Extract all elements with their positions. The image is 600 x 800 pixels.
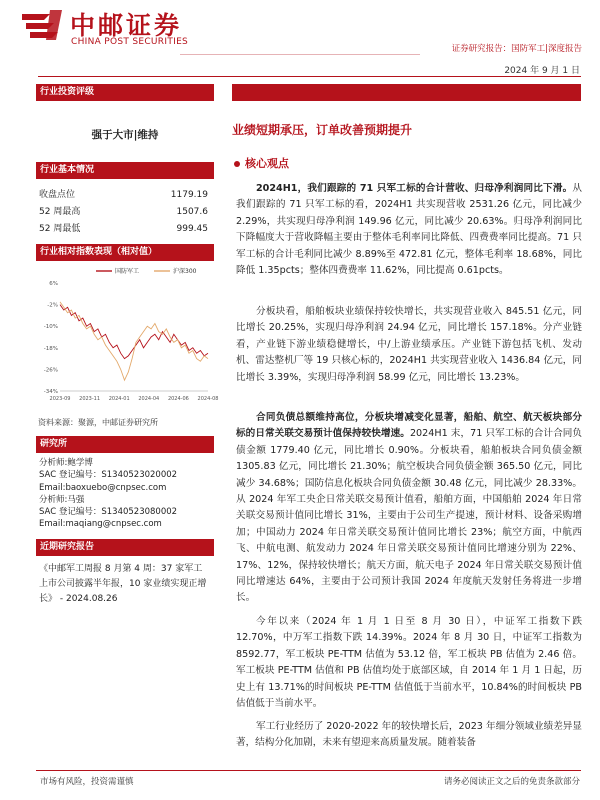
x-tick-label: 2024-04 <box>138 396 160 402</box>
y-tick-label: 6% <box>49 281 58 287</box>
chart-section-header: 行业相对指数表现（相对值） <box>36 244 214 261</box>
report-date: 2024 年 9 月 1 日 <box>504 66 580 76</box>
x-tick-label: 2024-08 <box>197 396 219 402</box>
legend-label: 国防军工 <box>115 268 140 275</box>
basics-value: 1507.6 <box>176 207 208 217</box>
title-banner <box>232 84 581 101</box>
x-tick-label: 2024-06 <box>167 396 189 402</box>
y-tick-label: -2% <box>47 302 58 309</box>
analyst-email[interactable]: Email:baoxuebo@cnpsec.com <box>39 482 167 493</box>
paragraph-3-lead: 合同负债总额维持高位，分板块增减变化显著，船舶、航空、航天板块部分标的日常关联交易预计值保持较快增速。 <box>236 412 582 440</box>
paragraph-4: 今年以来（2024 年 1 月 1 日至 8 月 30 日），中证军工指数下跌 12.70%，中万军工指数下跌 14.39%。2024 年 8 月 30 日，中证军工指数为 8592.77，军工板块 PE-TTM 估值为 53.12 倍，军工板块 PB 估值为 2.46 倍。军工板块 PE-TTM 估值和 PB 估值均处于底部区域，自 2014 年 1 月 1 日起，历史上有 13.71%的时间板块 PE-TTM 估值低于当前水平，10.84%的时间板块 PB 估值低于当前水平。 <box>236 616 582 710</box>
sidebar <box>36 84 219 607</box>
date-rule <box>38 76 581 77</box>
paragraph-1-lead: 2024H1，我们跟踪的 71 只军工标的合计营收、归母净利润同比下滑。 <box>256 183 573 194</box>
research-section-header: 研究所 <box>36 436 214 453</box>
footer-divider <box>36 770 581 771</box>
paragraph-5: 军工行业经历了 2020-2022 年的较快增长后，2023 年细分领域业绩差异显著，结构分化加剧，未来有望迎来高质量发展。随着装备 <box>236 721 582 749</box>
core-view-heading: 核心观点 <box>245 157 289 170</box>
x-tick-label: 2023-09 <box>49 396 71 402</box>
basics-label: 收盘点位 <box>39 190 76 200</box>
basics-row <box>36 221 214 238</box>
header-divider <box>180 54 420 55</box>
paragraph-1-body: 从我们跟踪的 71 只军工标的看，2024H1 共实现营收 2531.26 亿元，同比减少 2.29%，共实现归母净利润 149.96 亿元，同比减少 20.63%。归母净利润同比下降幅度大于营收降幅主要由于整体毛利率同比降低、四费费率同比提高。71 只军工标的合计毛利同比减少 8.89%至 472.81 亿元，整体毛利率 18.68%，同比降低 1.35pcts；整体四费费率 11.62%，同比提高 0.61pcts。 <box>236 183 582 277</box>
basics-row <box>36 204 214 221</box>
paragraph-1 <box>236 181 582 279</box>
paragraph-3 <box>236 410 582 607</box>
basics-value: 1179.19 <box>170 190 208 200</box>
chart-source: 资料来源：聚源，中邮证券研究所 <box>38 418 158 427</box>
relative-index-chart-svg <box>36 261 219 411</box>
analyst-line: 分析师:鲍学博 <box>39 458 93 468</box>
brand-name-cn: 中邮证券 <box>70 11 183 40</box>
basics-row <box>36 187 214 204</box>
recent-report-link[interactable]: 《中邮军工周报 8 月第 4 周：37 家军工上市公司披露半年报，10 家业绩实现正增长》 - 2024.08.26 <box>39 563 207 605</box>
relative-index-chart <box>36 261 219 411</box>
y-tick-label: -10% <box>43 324 58 331</box>
basics-section-header: 行业基本情况 <box>36 162 214 179</box>
rating-section-header: 行业投资评级 <box>36 84 214 101</box>
y-tick-label: -26% <box>43 367 58 374</box>
basics-label: 52 周最低 <box>39 224 81 234</box>
series-line <box>60 302 208 380</box>
analyst-email[interactable]: Email:maqiang@cnpsec.com <box>39 519 162 530</box>
brand-name-en: CHINA POST SECURITIES <box>71 37 189 47</box>
disclaimer-note: 请务必阅读正文之后的免责条款部分 <box>443 777 580 787</box>
paragraph-2: 分板块看，船舶板块业绩保持较快增长，共实现营业收入 845.51 亿元，同比增长 20.25%，实现归母净利润 24.94 亿元，同比增长 157.18%。分产业链看，产业链下游业绩稳健增长，中/上游业绩承压。产业链下游包括飞机、发动机、雷达整机厂等 19 只核心标的，2024H1 共实现营业收入 1436.84 亿元，同比增长 3.39%，实现归母净利润 58.99 亿元，同比增长 13.23%。 <box>236 306 582 383</box>
recent-section-header: 近期研究报告 <box>36 539 214 556</box>
basics-label: 52 周最高 <box>39 207 81 217</box>
x-tick-label: 2023-11 <box>79 396 101 402</box>
bullet-icon <box>234 161 240 167</box>
risk-warning: 市场有风险，投资需谨慎 <box>40 777 134 787</box>
analyst-line: SAC 登记编号：S1340523020002 <box>39 470 178 481</box>
china-post-logo-icon <box>20 8 64 42</box>
y-tick-label: -34% <box>43 389 58 395</box>
report-title: 业绩短期承压，订单改善预期提升 <box>232 123 413 137</box>
analyst-line: 分析师:马强 <box>39 494 85 505</box>
y-tick-label: -18% <box>43 345 58 352</box>
basics-value: 999.45 <box>176 224 208 234</box>
report-type: 证券研究报告：国防军工|深度报告 <box>451 44 582 54</box>
x-tick-label: 2024-01 <box>108 396 130 402</box>
industry-rating: 强于大市|维持 <box>91 129 159 141</box>
paragraph-3-body: 2024H1 末，71 只军工标的合计合同负债金额 1779.40 亿元，同比增长 0.90%。分板块看，船舶板块合同负债金额 1305.83 亿元，同比增长 21.30%；航空板块合同负债金额 365.50 亿元，同比减少 34.68%；国防信息化板块合同负债金额 30.48 亿元，同比减少 28.33%。从 2024 年军工央企日常关联交易预计值看，船舶方面，中国船舶 2024 年日常关联交易预计值同比增长 31%，主要由于公司生产提速，预计材料、设备采购增加；中国动力 2024 年日常关联交易预计值同比增长 23%；航空方面，中航西飞、中航电测、航发动力 2024 年日常关联交易预计值同比增速分别为 22%、17%、12%，保持较快增长；航天方面，航天电子 2024 年日常关联交易预计值同比增速达 64%，主要由于公司预计我国 2024 年度航天发射任务将进一步增长。 <box>236 428 582 604</box>
analyst-line: SAC 登记编号：S1340523080002 <box>39 507 178 518</box>
legend-label: 沪深300 <box>173 268 197 275</box>
